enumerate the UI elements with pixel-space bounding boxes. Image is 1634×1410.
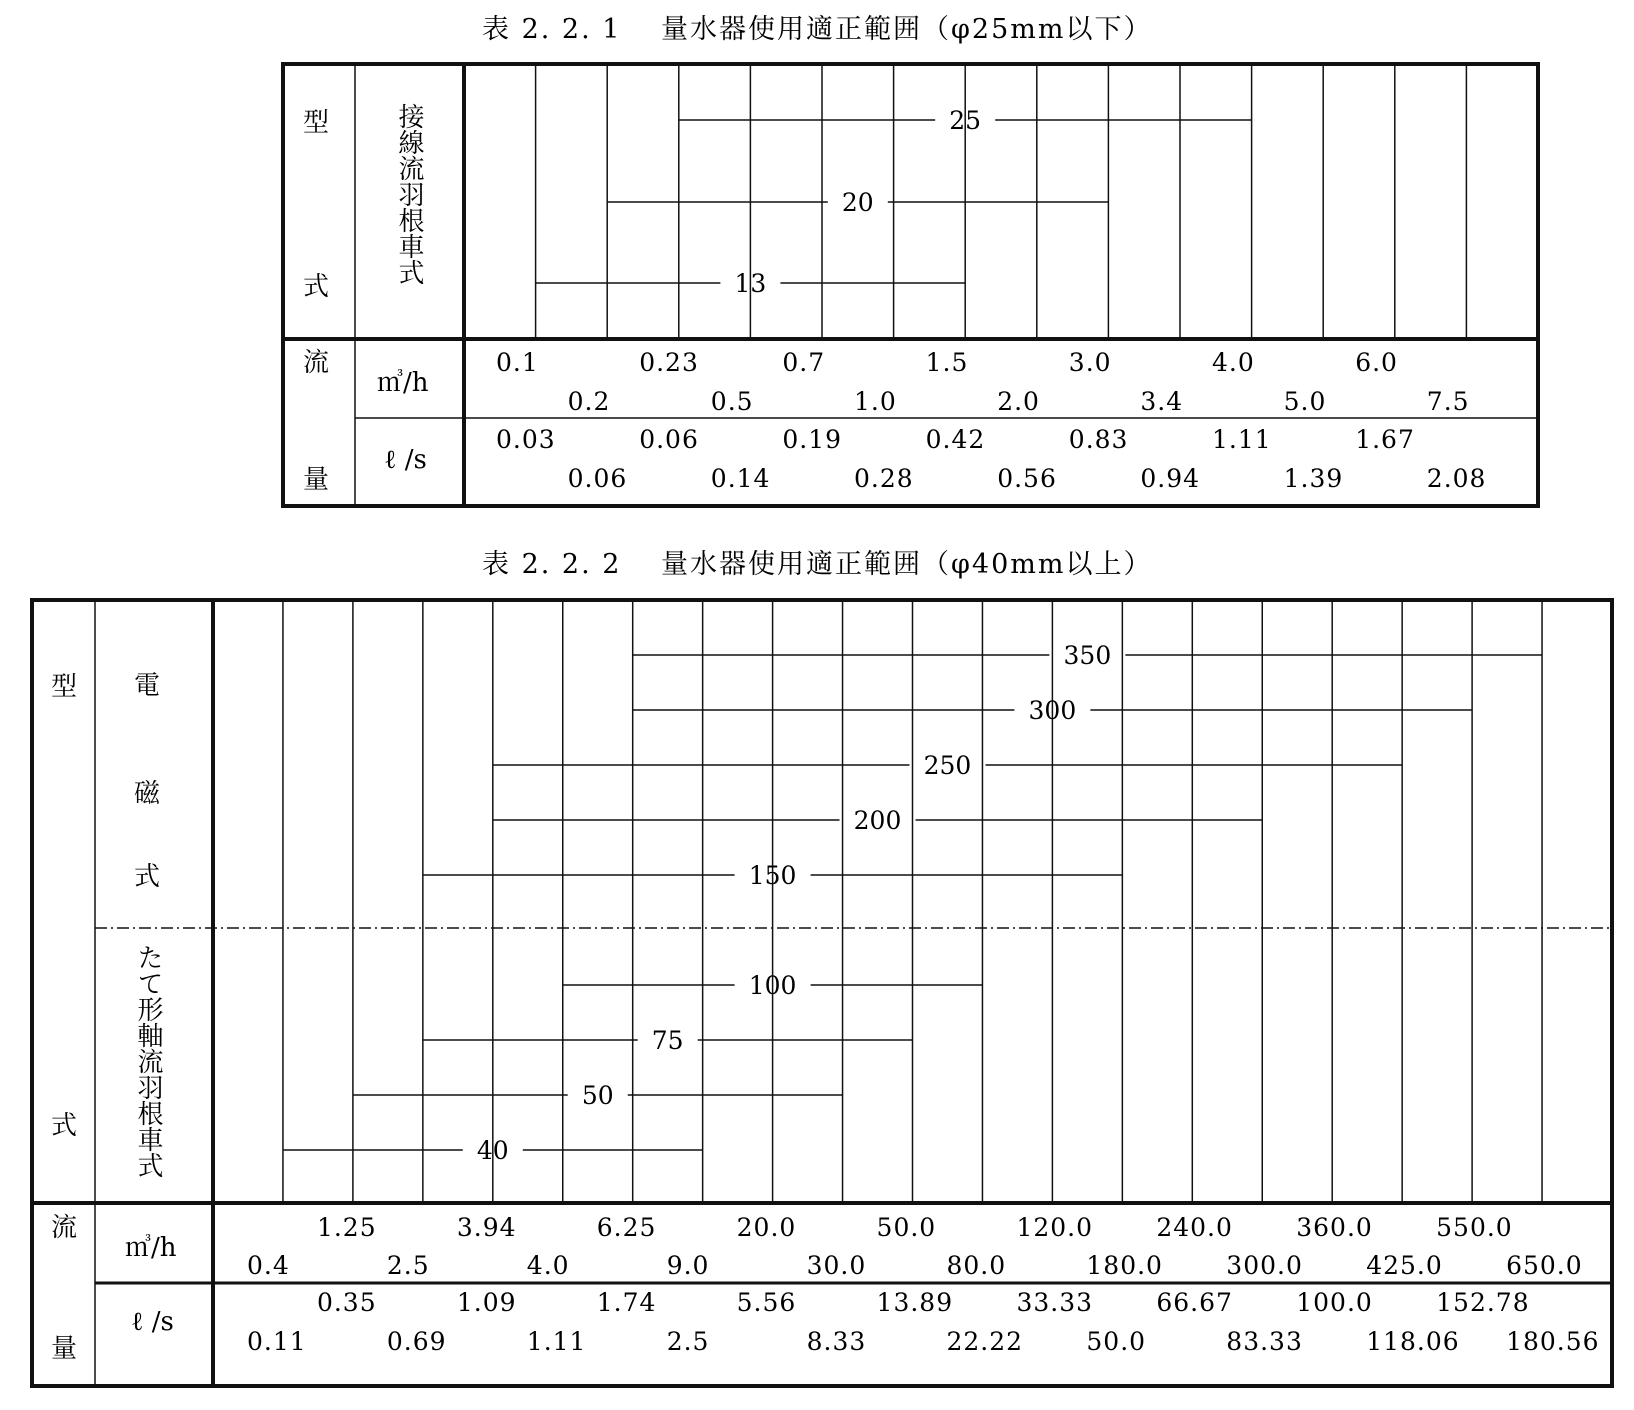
- table1-ls-top-value: 1.67: [1355, 425, 1415, 454]
- table2-ls-bot-value: 0.11: [247, 1327, 307, 1356]
- table2-m3h-bot-value: 9.0: [666, 1251, 710, 1280]
- table2-title: 表 2. 2. 2 量水器使用適正範囲（φ40mm以上）: [482, 549, 1153, 580]
- table1-m3h-top-value: 0.23: [639, 348, 699, 377]
- table2-ls-bot-value: 118.06: [1366, 1327, 1460, 1356]
- table1-type-char-2: 式: [303, 272, 330, 302]
- table1-ls-top-value: 0.06: [639, 425, 699, 454]
- table2-m3h-bot-value: 80.0: [946, 1251, 1007, 1280]
- table1-ls-top-value: 0.42: [925, 425, 986, 454]
- table1-ls-top-value: 0.19: [782, 425, 843, 454]
- table1-m3h-bot-value: 1.0: [854, 387, 897, 416]
- table1-m3h-bot-value: 5.0: [1283, 387, 1327, 416]
- table1-m3h-bot-value: 7.5: [1426, 387, 1470, 416]
- table1-m3h-top-value: 0.7: [782, 348, 826, 377]
- table2-em-char-3: 式: [134, 862, 161, 892]
- table2-ls-top-value: 33.33: [1016, 1288, 1094, 1317]
- table1-m3h-top-value: 1.5: [925, 348, 969, 377]
- table1-ls-bot-value: 0.94: [1140, 464, 1201, 493]
- table2-ls-top-value: 100.0: [1296, 1288, 1373, 1317]
- table1-m3h-bot-value: 0.5: [710, 387, 754, 416]
- table2-ls-bot-value: 83.33: [1226, 1327, 1303, 1356]
- table1-flow-char-1: 流: [303, 348, 330, 378]
- table2-ls-top-value: 0.35: [316, 1288, 377, 1317]
- table2-m3h-top-value: 550.0: [1436, 1213, 1513, 1242]
- table2-unit-m3h: ㎥/h: [125, 1233, 177, 1263]
- table1-m3h-bot-value: 0.2: [567, 387, 611, 416]
- table2-range-label-150: 150: [748, 861, 797, 890]
- table1-m3h-bot-value: 3.4: [1140, 387, 1184, 416]
- table2-m3h-top-value: 360.0: [1296, 1213, 1373, 1242]
- table2-type-char-1: 型: [51, 672, 78, 702]
- table2-em-char-1: 電: [134, 671, 161, 701]
- table1-ls-bot-value: 1.39: [1283, 464, 1344, 493]
- table2-m3h-top-value: 1.25: [316, 1213, 377, 1242]
- table2-ls-bot-value: 0.69: [386, 1327, 447, 1356]
- table1-m3h-top-value: 6.0: [1355, 348, 1398, 377]
- table1-title: 表 2. 2. 1 量水器使用適正範囲（φ25mm以下）: [482, 14, 1153, 45]
- table2-m3h-bot-value: 180.0: [1086, 1251, 1163, 1280]
- table1-ls-bot-value: 0.06: [567, 464, 628, 493]
- table1-unit-ls: ℓ /s: [384, 445, 427, 475]
- table2-flow-char-2: 量: [51, 1334, 78, 1364]
- table2-range-label-350: 350: [1063, 641, 1112, 670]
- table2-range-label-50: 50: [581, 1081, 614, 1110]
- table2-m3h-bot-value: 2.5: [386, 1251, 430, 1280]
- table1-m3h-top-value: 3.0: [1068, 348, 1112, 377]
- table2-em-char-2: 磁: [134, 779, 161, 809]
- table1-ls-top-value: 0.83: [1068, 425, 1129, 454]
- table2-m3h-top-value: 240.0: [1156, 1213, 1233, 1242]
- table1-flow-char-2: 量: [303, 465, 330, 495]
- table2-ls-bot-value: 1.11: [526, 1327, 587, 1356]
- table1-m3h-bot-value: 2.0: [997, 387, 1040, 416]
- table2-axial-meter-type: たて形軸流羽根車式: [133, 944, 163, 1178]
- table1-ls-bot-value: 2.08: [1426, 464, 1487, 493]
- table1-ls-top-value: 1.11: [1212, 425, 1272, 454]
- table2-ls-top-value: 1.74: [596, 1288, 657, 1317]
- table2-m3h-bot-value: 300.0: [1226, 1251, 1303, 1280]
- table2-range-label-100: 100: [748, 971, 797, 1000]
- table1-ls-bot-value: 0.56: [997, 464, 1057, 493]
- table2-range-label-75: 75: [651, 1026, 684, 1055]
- table2-ls-top-value: 1.09: [456, 1288, 517, 1317]
- table1-m3h-top-value: 0.1: [496, 348, 539, 377]
- table1-range-label-20: 20: [841, 188, 874, 217]
- table1-ls-top-value: 0.03: [496, 425, 556, 454]
- table2-range-label-200: 200: [853, 806, 902, 835]
- table1-type-char-1: 型: [303, 108, 330, 138]
- table1-meter-type: 接線流羽根車式: [394, 103, 424, 285]
- table2-ls-bot-value: 50.0: [1086, 1327, 1147, 1356]
- table2-grid: [283, 602, 1542, 1201]
- table2-m3h-bot-value: 425.0: [1366, 1251, 1443, 1280]
- table2-flow-char-1: 流: [51, 1213, 78, 1243]
- table2-ls-bot-value: 2.5: [666, 1327, 710, 1356]
- table2-unit-ls: ℓ /s: [131, 1307, 174, 1337]
- table2-m3h-bot-value: 0.4: [247, 1251, 290, 1280]
- table2-ls-top-value: 5.56: [736, 1288, 797, 1317]
- table2-m3h-top-value: 6.25: [596, 1213, 657, 1242]
- table2-m3h-top-value: 50.0: [876, 1213, 937, 1242]
- table2-ls-bot-value: 22.22: [946, 1327, 1024, 1356]
- table2-range-label-300: 300: [1028, 696, 1077, 725]
- table2-ls-top-value: 66.67: [1156, 1288, 1233, 1317]
- table1-unit-m3h: ㎥/h: [377, 368, 429, 398]
- table1-range-label-13: 13: [734, 269, 767, 298]
- table2-m3h-bot-value: 650.0: [1506, 1251, 1583, 1280]
- table1-range-label-25: 25: [949, 106, 982, 135]
- table2-ls-bot-value: 8.33: [806, 1327, 867, 1356]
- table2-m3h-top-value: 120.0: [1016, 1213, 1094, 1242]
- table2-m3h-bot-value: 30.0: [806, 1251, 867, 1280]
- table1-ls-bot-value: 0.14: [710, 464, 771, 493]
- table1-ls-bot-value: 0.28: [854, 464, 914, 493]
- table2-ls-bot-value: 180.56: [1506, 1327, 1600, 1356]
- table1-frame: [283, 64, 1538, 506]
- table2-range-label-40: 40: [476, 1136, 509, 1165]
- table2-m3h-top-value: 20.0: [736, 1213, 797, 1242]
- table2-range-label-250: 250: [923, 751, 972, 780]
- table2-ls-top-value: 152.78: [1436, 1288, 1530, 1317]
- table2-ls-top-value: 13.89: [876, 1288, 954, 1317]
- table1-flow-values: [496, 348, 1486, 493]
- table2-m3h-bot-value: 4.0: [526, 1251, 570, 1280]
- table2-type-char-2: 式: [51, 1111, 78, 1141]
- table1-m3h-top-value: 4.0: [1212, 348, 1255, 377]
- table2-m3h-top-value: 3.94: [456, 1213, 517, 1242]
